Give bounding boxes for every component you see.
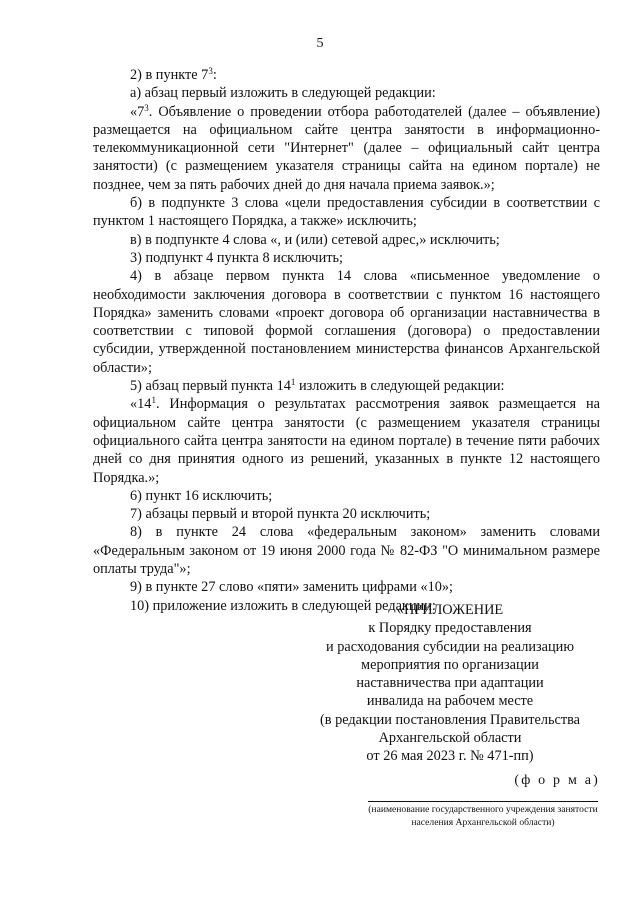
- appendix-line: наставничества при адаптации: [356, 675, 544, 692]
- paragraph: в) в подпункте 4 слова «, и (или) сетевой адрес,» исключить;: [130, 231, 500, 248]
- document-body: [93, 66, 600, 615]
- paragraph: б) в подпункте 3 слова «цели предоставления субсидии в соответствии с пунктом 1 настоящего Порядка, а также» исключить;: [93, 195, 600, 230]
- appendix-header: [300, 601, 600, 766]
- appendix-line: и расходования субсидии на реализацию: [325, 638, 574, 655]
- appendix-line: (в редакции постановления Правительства: [319, 711, 581, 728]
- appendix-line: Архангельской области: [378, 730, 522, 747]
- paragraph: 4) в абзаце первом пункта 14 слова «письменное уведомление о необходимости заключения договора в соответствии с пунктом 16 настоящего Порядка» заменить словами «проект договора об организации наставничества в соответствии с типовой формой соглашения (договора) о предоставлении субсидии, утвержденной постановлением министерства финансов Архангельской области»;: [93, 268, 600, 376]
- paragraph: 6) пункт 16 исключить;: [130, 487, 273, 504]
- paragraph: 7) абзацы первый и второй пункта 20 исключить;: [130, 506, 431, 523]
- paragraph: 3) подпункт 4 пункта 8 исключить;: [130, 249, 343, 266]
- page-number: 5: [316, 36, 324, 51]
- appendix-title: «ПРИЛОЖЕНИЕ: [396, 602, 504, 618]
- fill-in-caption: (наименование государственного учреждения занятости населения Архангельской области): [368, 804, 598, 828]
- paragraph: а) абзац первый изложить в следующей редакции:: [130, 85, 436, 102]
- fill-in-line: [368, 801, 598, 802]
- paragraph: «$7^3$. Объявление о проведении отбора работодателей (далее – объявление) размещается на официальном сайте центра занятости в информационно-телекоммуникационной сети "Интернет" (далее – официальный сайт центра занятости) (с размещением указателя страницы сайта на едином портале) не позднее, чем за пять рабочих дней до дня начала приема заявок.»;: [93, 102, 600, 193]
- paragraph: 9) в пункте 27 слово «пяти» заменить цифрами «10»;: [130, 579, 453, 596]
- appendix-line: мероприятия по организации: [361, 656, 539, 673]
- paragraph: 5) абзац первый пункта $14^1$ изложить в следующей редакции:: [130, 377, 505, 395]
- paragraph: 10) приложение изложить в следующей редакции:: [130, 597, 436, 614]
- paragraph: «$14^1$. Информация о результатах рассмотрения заявок размещается на официальном сайте центра занятости (с размещением указателя страницы официального сайта центра занятости на едином портале) в течение пяти рабочих дней со дня принятия одного из решений, указанных в пункте 12 настоящего Порядка.»;: [93, 395, 600, 486]
- paragraph: 2) в пункте $7^3$:: [130, 66, 217, 83]
- appendix-line: к Порядку предоставления: [368, 620, 532, 637]
- appendix-line: инвалида на рабочем месте: [366, 693, 534, 710]
- form-label: (ф о р м а): [514, 773, 600, 788]
- paragraph: 8) в пункте 24 слова «федеральным законом» заменить словами «Федеральным законом от 19 июня 2000 года № 82-ФЗ "О минимальном размере оплаты труда"»;: [93, 524, 600, 578]
- appendix-line: от 26 мая 2023 г. № 471-пп): [366, 748, 534, 765]
